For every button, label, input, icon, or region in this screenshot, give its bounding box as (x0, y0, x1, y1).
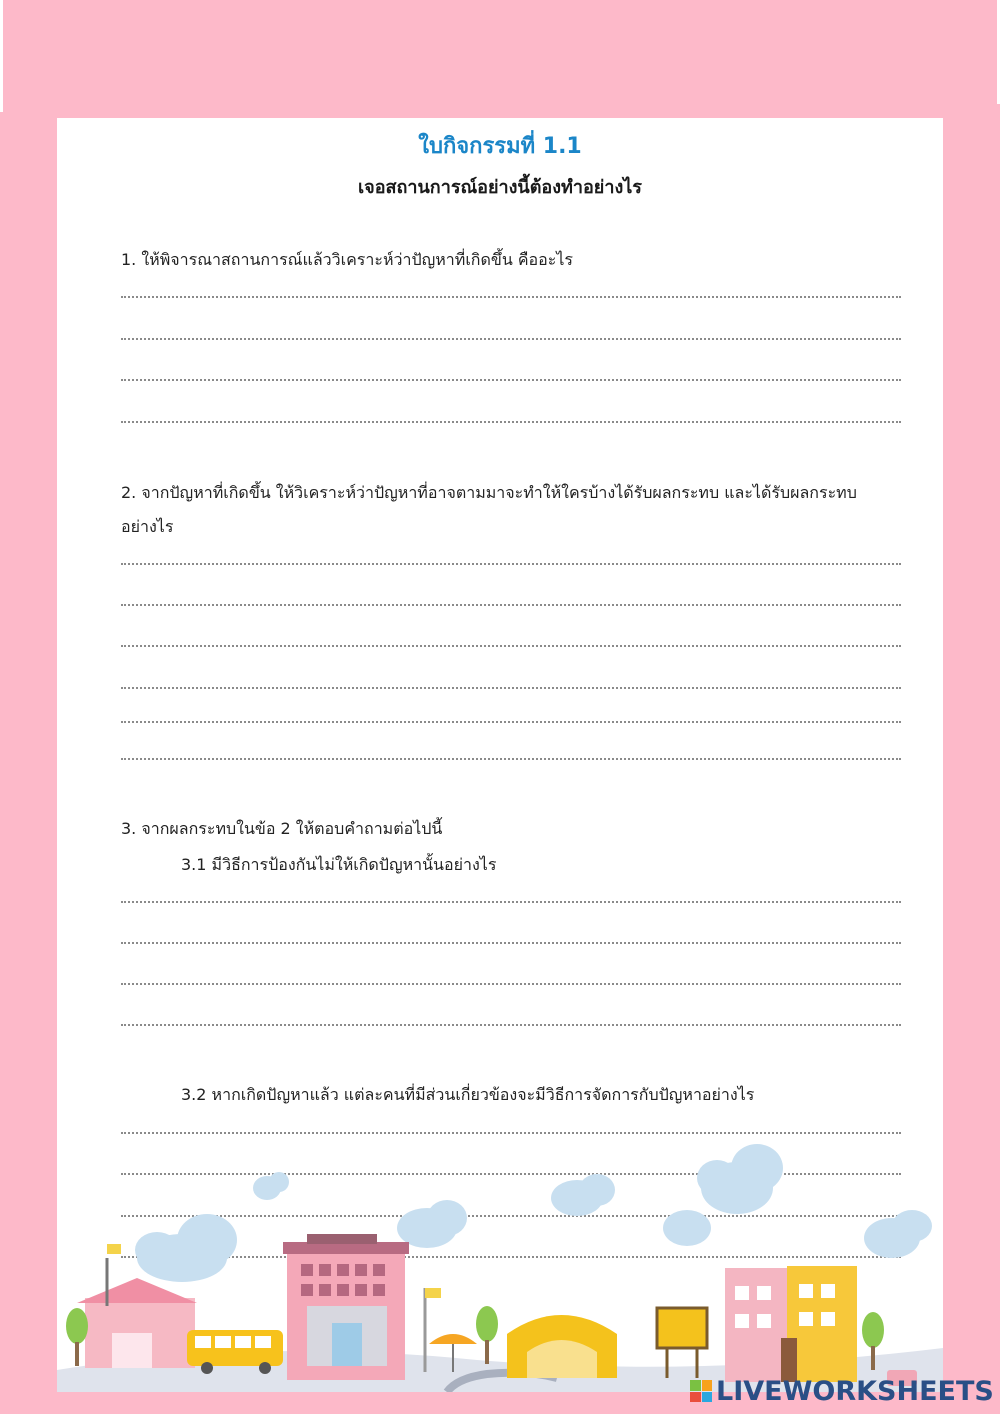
question-3-2: 3.2 หากเกิดปัญหาแล้ว แต่ละคนที่มีส่วนเกี่ยวข้องจะมีวิธีการจัดการกับปัญหาอย่างไร (181, 1085, 755, 1104)
answer-line[interactable] (121, 645, 901, 647)
answer-line[interactable] (121, 983, 901, 985)
answer-line[interactable] (121, 379, 901, 381)
answer-line[interactable] (121, 901, 901, 903)
top-band (0, 0, 1000, 112)
answer-line[interactable] (121, 721, 901, 723)
tall-building (283, 1234, 409, 1380)
question-2-line-2: อย่างไร (121, 517, 174, 536)
town-illustration (57, 1138, 943, 1392)
left-edge (0, 0, 3, 112)
question-3-1: 3.1 มีวิธีการป้องกันไม่ให้เกิดปัญหานั้นอย่างไร (181, 855, 497, 874)
answer-line[interactable] (121, 604, 901, 606)
right-buildings (725, 1266, 857, 1382)
answer-line[interactable] (121, 563, 901, 565)
answer-line[interactable] (121, 1024, 901, 1026)
answer-line[interactable] (121, 421, 901, 423)
answer-line[interactable] (121, 296, 901, 298)
worksheet-title: ใบกิจกรรมที่ 1.1 (418, 134, 582, 159)
answer-line[interactable] (121, 687, 901, 689)
liveworksheets-logo-icon (690, 1380, 712, 1402)
question-1: 1. ให้พิจารณาสถานการณ์แล้ววิเคราะห์ว่าปัญหาที่เกิดขึ้น คืออะไร (121, 250, 573, 269)
answer-line[interactable] (121, 338, 901, 340)
liveworksheets-logo[interactable] (690, 1374, 994, 1408)
answer-line[interactable] (121, 942, 901, 944)
question-2-line-1: 2. จากปัญหาที่เกิดขึ้น ให้วิเคราะห์ว่าปัญหาที่อาจตามมาจะทำให้ใครบ้างได้รับผลกระทบ และได้รับผลกระทบ (121, 483, 857, 502)
clouds (135, 1144, 932, 1282)
answer-line[interactable] (121, 1132, 901, 1134)
worksheet-subtitle: เจอสถานการณ์อย่างนี้ต้องทำอย่างไร (358, 177, 642, 198)
logo-text: LIVEWORKSHEETS (716, 1375, 994, 1407)
worksheet-page (57, 118, 943, 1392)
question-3: 3. จากผลกระทบในข้อ 2 ให้ตอบคำถามต่อไปนี้ (121, 819, 443, 838)
answer-line[interactable] (121, 758, 901, 760)
